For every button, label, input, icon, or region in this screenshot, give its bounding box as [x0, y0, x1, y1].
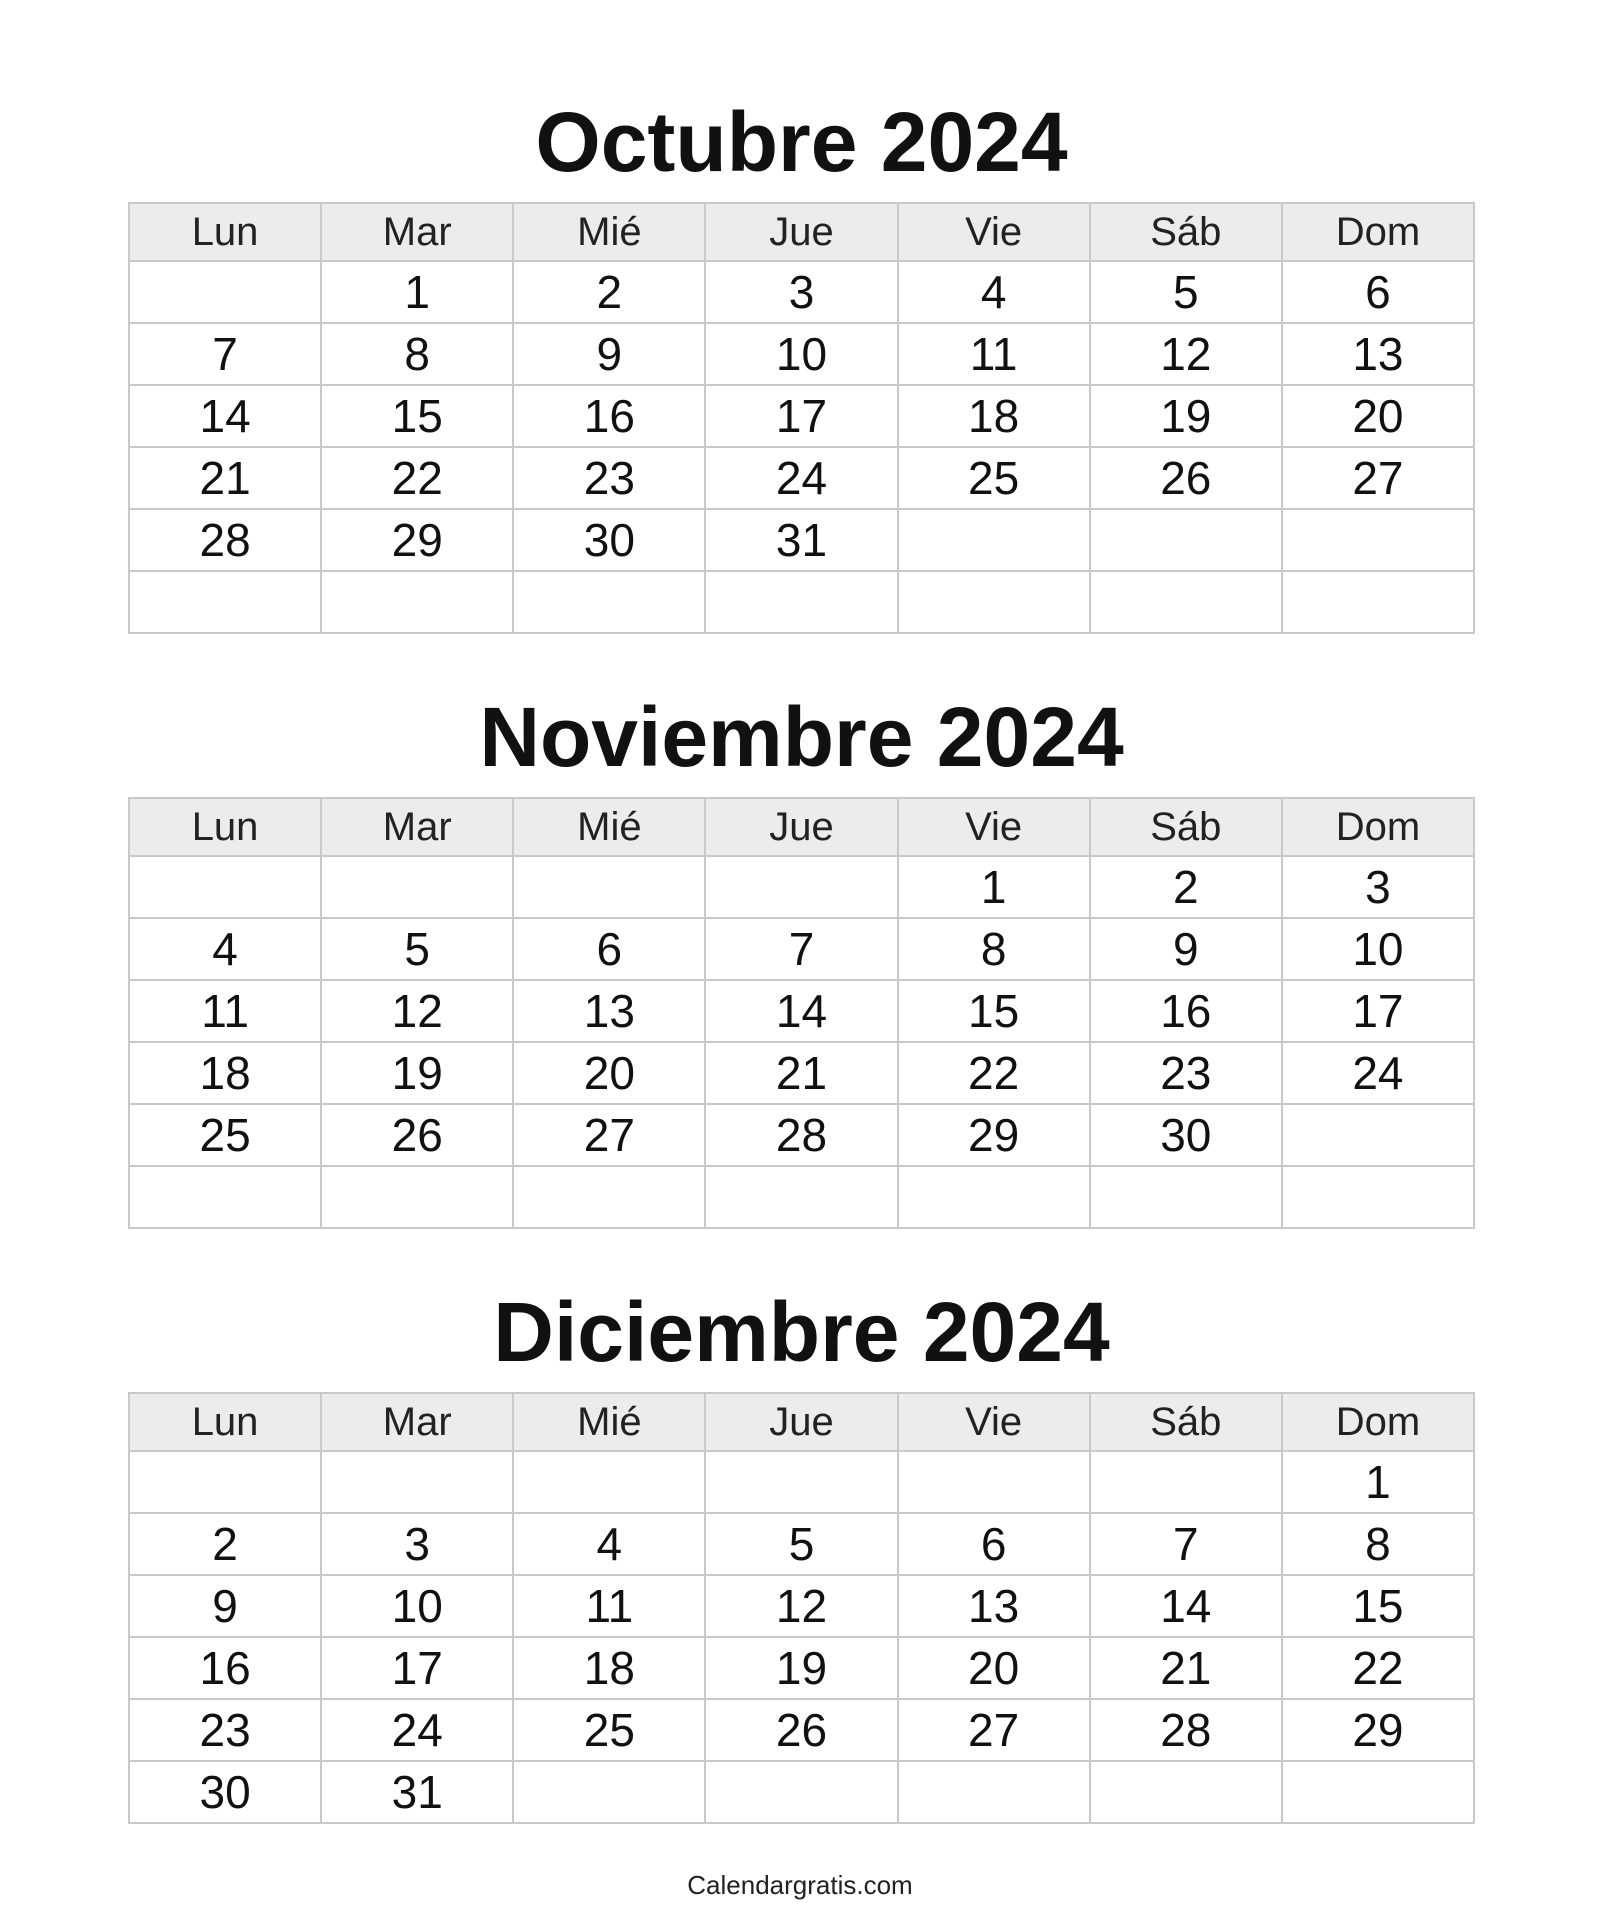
day-cell: 27 [1282, 447, 1474, 509]
day-cell: 8 [321, 323, 513, 385]
day-cell [1090, 509, 1282, 571]
day-cell: 7 [129, 323, 321, 385]
day-cell: 31 [321, 1761, 513, 1823]
day-cell: 1 [898, 856, 1090, 918]
day-cell: 25 [898, 447, 1090, 509]
week-row [129, 980, 1474, 1042]
day-cell: 18 [898, 385, 1090, 447]
day-cell [321, 571, 513, 633]
weekday-header: Mié [513, 203, 705, 261]
day-cell [1282, 571, 1474, 633]
day-cell: 23 [129, 1699, 321, 1761]
weekday-header-row [129, 203, 1474, 261]
day-cell: 24 [705, 447, 897, 509]
day-cell: 21 [705, 1042, 897, 1104]
day-cell: 7 [1090, 1513, 1282, 1575]
day-cell: 6 [898, 1513, 1090, 1575]
day-cell: 10 [1282, 918, 1474, 980]
month-november [128, 690, 1475, 1161]
day-cell [1090, 1166, 1282, 1228]
day-cell: 30 [1090, 1104, 1282, 1166]
day-cell [705, 1761, 897, 1823]
day-cell: 22 [898, 1042, 1090, 1104]
day-cell: 24 [1282, 1042, 1474, 1104]
day-cell: 16 [513, 385, 705, 447]
weekday-header: Lun [129, 203, 321, 261]
day-cell [1282, 1104, 1474, 1166]
day-cell: 9 [129, 1575, 321, 1637]
day-cell [705, 1166, 897, 1228]
week-row [129, 1699, 1474, 1761]
day-cell: 19 [321, 1042, 513, 1104]
day-cell: 1 [321, 261, 513, 323]
day-cell: 11 [129, 980, 321, 1042]
day-cell: 15 [321, 385, 513, 447]
day-cell: 20 [513, 1042, 705, 1104]
day-cell: 9 [1090, 918, 1282, 980]
day-cell [129, 1451, 321, 1513]
weekday-header: Jue [705, 203, 897, 261]
day-cell: 16 [129, 1637, 321, 1699]
week-row [129, 1513, 1474, 1575]
day-cell: 19 [705, 1637, 897, 1699]
weekday-header: Vie [898, 203, 1090, 261]
weekday-header: Mar [321, 798, 513, 856]
day-cell: 30 [513, 509, 705, 571]
day-cell: 22 [321, 447, 513, 509]
day-cell: 2 [513, 261, 705, 323]
day-cell: 26 [705, 1699, 897, 1761]
day-cell: 17 [321, 1637, 513, 1699]
month-title: Noviembre 2024 [479, 690, 1124, 784]
day-cell: 28 [705, 1104, 897, 1166]
day-cell: 16 [1090, 980, 1282, 1042]
day-cell: 6 [513, 918, 705, 980]
day-cell [1282, 1166, 1474, 1228]
day-cell [1090, 1761, 1282, 1823]
day-cell: 14 [129, 385, 321, 447]
day-cell: 3 [321, 1513, 513, 1575]
weekday-header: Jue [705, 798, 897, 856]
day-cell: 17 [705, 385, 897, 447]
weekday-header: Vie [898, 1393, 1090, 1451]
day-cell: 9 [513, 323, 705, 385]
week-row [129, 1451, 1474, 1513]
day-cell [705, 856, 897, 918]
day-cell: 23 [1090, 1042, 1282, 1104]
day-cell: 21 [129, 447, 321, 509]
weekday-header: Mié [513, 798, 705, 856]
day-cell [898, 1451, 1090, 1513]
day-cell [321, 1451, 513, 1513]
day-cell [898, 1761, 1090, 1823]
day-cell: 17 [1282, 980, 1474, 1042]
day-cell: 12 [321, 980, 513, 1042]
week-row [129, 856, 1474, 918]
day-cell: 28 [1090, 1699, 1282, 1761]
weekday-header: Mié [513, 1393, 705, 1451]
week-row [129, 571, 1474, 633]
weekday-header: Dom [1282, 203, 1474, 261]
weekday-header: Mar [321, 1393, 513, 1451]
day-cell [513, 571, 705, 633]
day-cell: 15 [1282, 1575, 1474, 1637]
day-cell [898, 571, 1090, 633]
month-title: Octubre 2024 [535, 95, 1068, 189]
day-cell: 30 [129, 1761, 321, 1823]
month-december [128, 1285, 1475, 1818]
week-row [129, 447, 1474, 509]
day-cell [513, 856, 705, 918]
day-cell: 7 [705, 918, 897, 980]
weekday-header: Lun [129, 1393, 321, 1451]
footer-site-name: Calendargratis.com [687, 1870, 913, 1900]
day-cell: 2 [129, 1513, 321, 1575]
day-cell [513, 1451, 705, 1513]
calendar-grid [128, 202, 1475, 634]
day-cell: 10 [705, 323, 897, 385]
weekday-header: Mar [321, 203, 513, 261]
day-cell [898, 1166, 1090, 1228]
week-row [129, 918, 1474, 980]
day-cell: 4 [513, 1513, 705, 1575]
day-cell [513, 1761, 705, 1823]
day-cell: 26 [1090, 447, 1282, 509]
week-row [129, 1166, 1474, 1228]
month-october [128, 95, 1475, 566]
day-cell: 29 [321, 509, 513, 571]
weekday-header-row [129, 798, 1474, 856]
weekday-header: Dom [1282, 1393, 1474, 1451]
day-cell: 29 [898, 1104, 1090, 1166]
day-cell: 18 [513, 1637, 705, 1699]
day-cell: 27 [898, 1699, 1090, 1761]
day-cell: 8 [898, 918, 1090, 980]
day-cell: 10 [321, 1575, 513, 1637]
weekday-header: Jue [705, 1393, 897, 1451]
day-cell [129, 261, 321, 323]
day-cell [1090, 571, 1282, 633]
day-cell: 24 [321, 1699, 513, 1761]
day-cell: 20 [898, 1637, 1090, 1699]
day-cell: 13 [898, 1575, 1090, 1637]
week-row [129, 1042, 1474, 1104]
weekday-header: Sáb [1090, 1393, 1282, 1451]
day-cell: 26 [321, 1104, 513, 1166]
day-cell [321, 1166, 513, 1228]
week-row [129, 385, 1474, 447]
day-cell: 12 [1090, 323, 1282, 385]
day-cell: 11 [513, 1575, 705, 1637]
day-cell: 13 [1282, 323, 1474, 385]
day-cell [705, 1451, 897, 1513]
day-cell: 4 [898, 261, 1090, 323]
day-cell: 13 [513, 980, 705, 1042]
week-row [129, 1637, 1474, 1699]
week-row [129, 1761, 1474, 1823]
day-cell: 19 [1090, 385, 1282, 447]
day-cell: 25 [129, 1104, 321, 1166]
calendar-grid [128, 1392, 1475, 1824]
week-row [129, 1575, 1474, 1637]
weekday-header: Dom [1282, 798, 1474, 856]
day-cell: 12 [705, 1575, 897, 1637]
weekday-header-row [129, 1393, 1474, 1451]
day-cell: 4 [129, 918, 321, 980]
day-cell: 1 [1282, 1451, 1474, 1513]
day-cell [321, 856, 513, 918]
day-cell: 3 [1282, 856, 1474, 918]
weekday-header: Sáb [1090, 798, 1282, 856]
day-cell [129, 1166, 321, 1228]
week-row [129, 323, 1474, 385]
week-row [129, 509, 1474, 571]
day-cell: 18 [129, 1042, 321, 1104]
weekday-header: Sáb [1090, 203, 1282, 261]
day-cell: 5 [321, 918, 513, 980]
day-cell: 29 [1282, 1699, 1474, 1761]
day-cell: 6 [1282, 261, 1474, 323]
day-cell: 3 [705, 261, 897, 323]
day-cell: 2 [1090, 856, 1282, 918]
day-cell: 21 [1090, 1637, 1282, 1699]
day-cell: 5 [1090, 261, 1282, 323]
day-cell: 28 [129, 509, 321, 571]
week-row [129, 261, 1474, 323]
day-cell: 27 [513, 1104, 705, 1166]
week-row [129, 1104, 1474, 1166]
day-cell: 22 [1282, 1637, 1474, 1699]
day-cell [1282, 1761, 1474, 1823]
day-cell: 5 [705, 1513, 897, 1575]
day-cell: 15 [898, 980, 1090, 1042]
day-cell: 14 [1090, 1575, 1282, 1637]
weekday-header: Vie [898, 798, 1090, 856]
day-cell [705, 571, 897, 633]
day-cell [1282, 509, 1474, 571]
day-cell: 31 [705, 509, 897, 571]
day-cell [1090, 1451, 1282, 1513]
day-cell: 23 [513, 447, 705, 509]
day-cell: 25 [513, 1699, 705, 1761]
weekday-header: Lun [129, 798, 321, 856]
day-cell [898, 509, 1090, 571]
day-cell: 8 [1282, 1513, 1474, 1575]
day-cell: 20 [1282, 385, 1474, 447]
day-cell: 14 [705, 980, 897, 1042]
month-title: Diciembre 2024 [493, 1285, 1110, 1379]
day-cell: 11 [898, 323, 1090, 385]
day-cell [129, 571, 321, 633]
day-cell [129, 856, 321, 918]
day-cell [513, 1166, 705, 1228]
calendar-grid [128, 797, 1475, 1229]
